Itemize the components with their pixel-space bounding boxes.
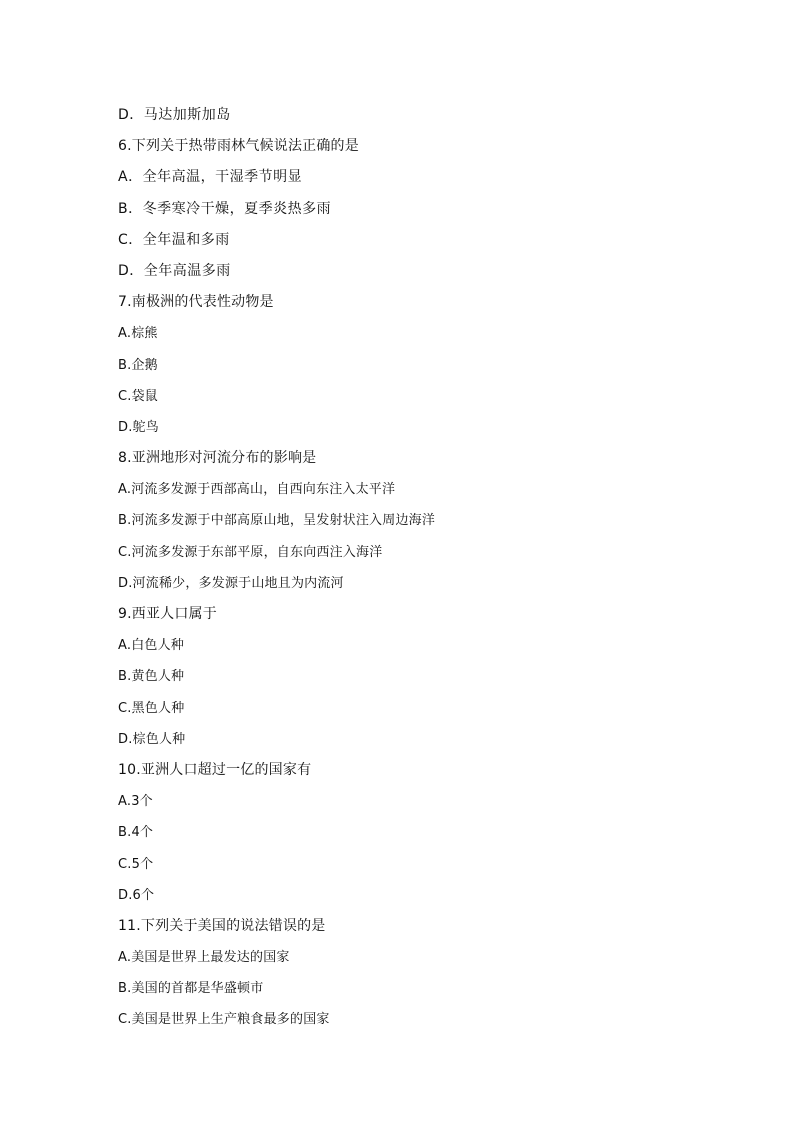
answer-option: D.河流稀少，多发源于山地且为内流河 xyxy=(118,575,344,591)
answer-option: A.白色人种 xyxy=(118,638,184,654)
question-text: 8.亚洲地形对河流分布的影响是 xyxy=(118,450,317,467)
answer-option: C.黑色人种 xyxy=(118,700,185,716)
answer-option: B.黄色人种 xyxy=(118,669,185,685)
answer-option: B.4个 xyxy=(118,825,154,841)
question-text: 11.下列关于美国的说法错误的是 xyxy=(118,917,326,934)
answer-option: D．马达加斯加岛 xyxy=(118,107,231,123)
question-text: 7.南极洲的代表性动物是 xyxy=(118,294,274,311)
answer-option: A.河流多发源于西部高山，自西向东注入太平洋 xyxy=(118,482,396,498)
answer-option: D.鸵鸟 xyxy=(118,419,159,435)
answer-option: B.美国的首都是华盛顿市 xyxy=(118,981,264,997)
answer-option: D．全年高温多雨 xyxy=(118,262,231,279)
answer-option: B.企鹅 xyxy=(118,357,158,373)
question-text: 10.亚洲人口超过一亿的国家有 xyxy=(118,761,312,778)
question-text: 9.西亚人口属于 xyxy=(118,606,217,622)
answer-option: A．全年高温，干湿季节明显 xyxy=(118,169,303,186)
answer-option: A.棕熊 xyxy=(118,326,158,342)
answer-option: D.棕色人种 xyxy=(118,731,186,747)
answer-option: C．全年温和多雨 xyxy=(118,231,230,248)
answer-option: B．冬季寒冷干燥，夏季炎热多雨 xyxy=(118,200,332,217)
answer-option: D.6个 xyxy=(118,887,155,903)
answer-option: A.3个 xyxy=(118,794,153,810)
document-body xyxy=(118,100,738,1036)
answer-option: C.5个 xyxy=(118,856,154,872)
answer-option: A.美国是世界上最发达的国家 xyxy=(118,950,290,966)
question-text: 6.下列关于热带雨林气候说法正确的是 xyxy=(118,138,359,155)
answer-option: C.河流多发源于东部平原，自东向西注入海洋 xyxy=(118,544,383,560)
answer-option: B.河流多发源于中部高原山地，呈发射状注入周边海洋 xyxy=(118,513,436,529)
answer-option: C.美国是世界上生产粮食最多的国家 xyxy=(118,1012,330,1028)
answer-option: C.袋鼠 xyxy=(118,388,159,404)
